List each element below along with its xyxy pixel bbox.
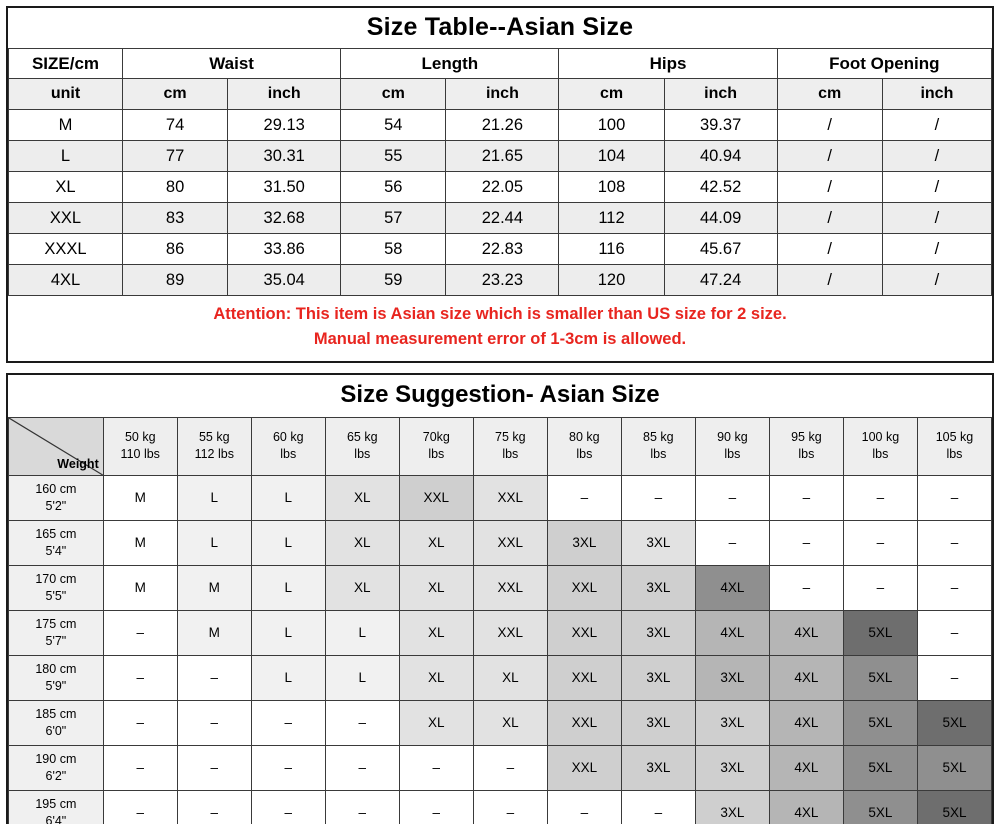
size-table-header-cell: Length: [341, 49, 559, 79]
suggestion-cell: 4XL: [769, 745, 843, 790]
suggestion-cell: 5XL: [843, 700, 917, 745]
size-table-header-cell: SIZE/cm: [9, 49, 123, 79]
size-table-cell: 47.24: [664, 265, 777, 296]
suggestion-cell: –: [621, 790, 695, 824]
weight-column-header: [843, 417, 917, 475]
attention-line-1: Attention: This item is Asian size which is smaller than US size for 2 size.: [213, 305, 787, 323]
table-row: [9, 790, 992, 824]
height-ft: 5'7": [45, 633, 67, 648]
size-label-cell: XL: [9, 172, 123, 203]
suggestion-cell: XL: [325, 520, 399, 565]
suggestion-cell: XXL: [399, 475, 473, 520]
suggestion-cell: 3XL: [621, 700, 695, 745]
size-label-cell: M: [9, 110, 123, 141]
size-table-cell: 89: [123, 265, 228, 296]
weight-kg: 100 kg: [861, 430, 900, 445]
height-row-header: [9, 475, 104, 520]
size-suggestion-table: [8, 417, 992, 824]
size-table-cell: /: [777, 234, 882, 265]
suggestion-cell: 3XL: [621, 610, 695, 655]
suggestion-cell: M: [103, 475, 177, 520]
suggestion-cell: –: [399, 745, 473, 790]
size-table-cell: 21.65: [446, 141, 559, 172]
suggestion-cell: –: [917, 475, 991, 520]
table-row: [9, 110, 992, 141]
height-cm: 160 cm: [35, 481, 77, 496]
weight-kg: 65 kg: [346, 430, 378, 445]
height-row-header: [9, 565, 104, 610]
suggestion-cell: –: [769, 520, 843, 565]
attention-line-2: Manual measurement error of 1-3cm is allowed.: [313, 329, 687, 348]
suggestion-cell: –: [103, 745, 177, 790]
suggestion-cell: –: [251, 790, 325, 824]
suggestion-cell: –: [103, 655, 177, 700]
size-suggestion-panel: [6, 373, 994, 824]
size-label-cell: L: [9, 141, 123, 172]
table-row: [9, 265, 992, 296]
weight-height-corner-cell: [9, 417, 104, 475]
corner-weight-label: Weight: [57, 456, 99, 471]
suggestion-cell: –: [769, 565, 843, 610]
suggestion-cell: 4XL: [695, 565, 769, 610]
suggestion-cell: M: [177, 610, 251, 655]
suggestion-cell: L: [177, 475, 251, 520]
table-row: [9, 475, 992, 520]
table-row: [9, 655, 992, 700]
suggestion-cell: –: [621, 475, 695, 520]
size-table-cell: 22.83: [446, 234, 559, 265]
suggestion-cell: M: [103, 520, 177, 565]
suggestion-cell: XL: [325, 565, 399, 610]
size-table-cell: 59: [341, 265, 446, 296]
suggestion-cell: L: [251, 655, 325, 700]
height-cm: 165 cm: [35, 526, 77, 541]
suggestion-cell: XXL: [547, 745, 621, 790]
weight-column-header: [325, 417, 399, 475]
size-table-cell: 33.86: [228, 234, 341, 265]
height-ft: 6'0": [45, 723, 67, 738]
table-row: [9, 234, 992, 265]
suggestion-cell: L: [177, 520, 251, 565]
size-table-cell: 58: [341, 234, 446, 265]
suggestion-cell: –: [917, 565, 991, 610]
weight-column-header: [251, 417, 325, 475]
suggestion-cell: 3XL: [621, 745, 695, 790]
table-row: [9, 203, 992, 234]
suggestion-cell: 3XL: [695, 790, 769, 824]
size-table-cell: 83: [123, 203, 228, 234]
height-row-header: [9, 790, 104, 824]
suggestion-cell: –: [843, 565, 917, 610]
size-table-cell: 54: [341, 110, 446, 141]
size-table-unit-cell: inch: [882, 79, 991, 110]
suggestion-cell: 4XL: [695, 610, 769, 655]
weight-kg: 95 kg: [791, 430, 822, 445]
suggestion-cell: XL: [325, 475, 399, 520]
table-row: [9, 565, 992, 610]
suggestion-cell: 4XL: [769, 700, 843, 745]
size-table-cell: /: [882, 234, 991, 265]
size-table-cell: /: [882, 265, 991, 296]
suggestion-cell: –: [177, 655, 251, 700]
suggestion-cell: XXL: [547, 655, 621, 700]
suggestion-cell: –: [103, 610, 177, 655]
suggestion-cell: –: [177, 700, 251, 745]
height-ft: 5'5": [45, 588, 67, 603]
suggestion-cell: XXL: [547, 565, 621, 610]
suggestion-cell: 4XL: [769, 655, 843, 700]
weight-column-header: [473, 417, 547, 475]
weight-column-header: [769, 417, 843, 475]
weight-column-header: [547, 417, 621, 475]
weight-kg: 90 kg: [717, 430, 748, 445]
suggestion-cell: L: [251, 565, 325, 610]
weight-kg: 80 kg: [569, 430, 600, 445]
suggestion-cell: XXL: [473, 520, 547, 565]
suggestion-cell: –: [917, 610, 991, 655]
table-row: [9, 141, 992, 172]
table-row: [9, 172, 992, 203]
suggestion-cell: M: [103, 565, 177, 610]
size-table-cell: 31.50: [228, 172, 341, 203]
suggestion-cell: L: [325, 655, 399, 700]
height-ft: 5'9": [45, 678, 67, 693]
height-ft: 5'4": [45, 543, 67, 558]
suggestion-cell: –: [917, 655, 991, 700]
size-table-cell: 39.37: [664, 110, 777, 141]
suggestion-cell: –: [695, 475, 769, 520]
height-cm: 180 cm: [35, 661, 77, 676]
size-table-cell: 100: [559, 110, 664, 141]
suggestion-cell: XXL: [547, 700, 621, 745]
size-table: [8, 48, 992, 296]
table-row: [9, 745, 992, 790]
size-table-cell: 42.52: [664, 172, 777, 203]
size-label-cell: 4XL: [9, 265, 123, 296]
size-table-cell: 57: [341, 203, 446, 234]
suggestion-cell: –: [473, 745, 547, 790]
size-table-cell: 116: [559, 234, 664, 265]
suggestion-cell: 3XL: [695, 655, 769, 700]
suggestion-cell: –: [103, 700, 177, 745]
suggestion-cell: –: [843, 475, 917, 520]
size-table-cell: 44.09: [664, 203, 777, 234]
height-row-header: [9, 700, 104, 745]
size-table-cell: 21.26: [446, 110, 559, 141]
weight-lbs: lbs: [872, 447, 889, 461]
size-table-unit-cell: inch: [664, 79, 777, 110]
size-table-cell: 30.31: [228, 141, 341, 172]
suggestion-cell: –: [547, 790, 621, 824]
size-table-cell: /: [777, 203, 882, 234]
weight-kg: 85 kg: [643, 430, 674, 445]
suggestion-cell: 5XL: [917, 700, 991, 745]
size-table-unit-cell: cm: [123, 79, 228, 110]
size-table-cell: /: [882, 203, 991, 234]
size-table-unit-cell: cm: [777, 79, 882, 110]
suggestion-cell: L: [325, 610, 399, 655]
weight-kg: 70kg: [422, 430, 450, 445]
size-table-cell: 80: [123, 172, 228, 203]
size-table-cell: 40.94: [664, 141, 777, 172]
height-cm: 185 cm: [35, 706, 77, 721]
suggestion-cell: –: [695, 520, 769, 565]
suggestion-cell: M: [177, 565, 251, 610]
suggestion-cell: –: [325, 790, 399, 824]
suggestion-cell: –: [547, 475, 621, 520]
size-table-cell: 56: [341, 172, 446, 203]
size-table-unit-cell: inch: [446, 79, 559, 110]
height-cm: 175 cm: [35, 616, 77, 631]
suggestion-cell: 3XL: [621, 655, 695, 700]
size-table-cell: 32.68: [228, 203, 341, 234]
suggestion-cell: 3XL: [621, 565, 695, 610]
size-table-header-row: [9, 49, 992, 79]
size-table-cell: /: [777, 110, 882, 141]
weight-kg: 55 kg: [198, 430, 230, 445]
weight-lbs: lbs: [724, 447, 741, 461]
weight-kg: 105 kg: [935, 430, 974, 445]
size-table-cell: 55: [341, 141, 446, 172]
size-table-cell: /: [882, 141, 991, 172]
size-table-unit-cell: cm: [341, 79, 446, 110]
suggestion-cell: L: [251, 475, 325, 520]
suggestion-cell: 3XL: [695, 700, 769, 745]
suggestion-cell: XL: [473, 700, 547, 745]
suggestion-cell: 3XL: [547, 520, 621, 565]
suggestion-cell: –: [473, 790, 547, 824]
weight-lbs: lbs: [280, 447, 297, 461]
size-table-header-cell: Foot Opening: [777, 49, 991, 79]
size-table-cell: 112: [559, 203, 664, 234]
height-cm: 190 cm: [35, 751, 77, 766]
suggestion-cell: XL: [399, 520, 473, 565]
suggestion-cell: 3XL: [621, 520, 695, 565]
suggestion-header-row: [9, 417, 992, 475]
size-table-title: Size Table--Asian Size: [366, 13, 634, 41]
height-row-header: [9, 745, 104, 790]
suggestion-cell: XXL: [473, 565, 547, 610]
height-ft: 6'4": [45, 813, 67, 824]
suggestion-cell: 5XL: [917, 790, 991, 824]
suggestion-cell: 5XL: [843, 610, 917, 655]
weight-lbs: lbs: [798, 447, 815, 461]
height-cm: 195 cm: [35, 796, 77, 811]
suggestion-cell: XL: [473, 655, 547, 700]
suggestion-cell: XXL: [547, 610, 621, 655]
size-table-cell: 45.67: [664, 234, 777, 265]
suggestion-cell: 5XL: [843, 745, 917, 790]
suggestion-cell: –: [917, 520, 991, 565]
size-table-cell: 86: [123, 234, 228, 265]
suggestion-cell: XL: [399, 655, 473, 700]
size-table-unit-cell: inch: [228, 79, 341, 110]
suggestion-cell: 4XL: [769, 610, 843, 655]
size-label-cell: XXL: [9, 203, 123, 234]
weight-column-header: [695, 417, 769, 475]
attention-note: [8, 296, 992, 361]
size-table-cell: /: [777, 265, 882, 296]
size-table-cell: 120: [559, 265, 664, 296]
suggestion-cell: 5XL: [917, 745, 991, 790]
weight-kg: 75 kg: [495, 430, 526, 445]
suggestion-cell: –: [251, 700, 325, 745]
suggestion-cell: XL: [399, 700, 473, 745]
size-table-panel: [6, 6, 994, 363]
suggestion-cell: –: [769, 475, 843, 520]
height-ft: 5'2": [45, 498, 67, 513]
size-suggestion-title: Size Suggestion- Asian Size: [340, 380, 660, 408]
suggestion-cell: 5XL: [843, 655, 917, 700]
size-table-cell: 35.04: [228, 265, 341, 296]
suggestion-cell: 5XL: [843, 790, 917, 824]
weight-lbs: lbs: [650, 447, 667, 461]
suggestion-cell: L: [251, 610, 325, 655]
size-table-unit-cell: cm: [559, 79, 664, 110]
suggestion-cell: –: [325, 745, 399, 790]
suggestion-cell: 4XL: [769, 790, 843, 824]
height-cm: 170 cm: [35, 571, 77, 586]
suggestion-cell: XL: [399, 610, 473, 655]
height-row-header: [9, 610, 104, 655]
suggestion-cell: 3XL: [695, 745, 769, 790]
suggestion-cell: –: [843, 520, 917, 565]
size-table-cell: 29.13: [228, 110, 341, 141]
size-table-header-cell: Waist: [123, 49, 341, 79]
size-table-cell: 74: [123, 110, 228, 141]
size-table-unit-row: [9, 79, 992, 110]
weight-lbs: 110 lbs: [120, 447, 160, 461]
suggestion-cell: XXL: [473, 610, 547, 655]
weight-kg: 50 kg: [124, 430, 156, 445]
suggestion-cell: XXL: [473, 475, 547, 520]
size-table-cell: /: [882, 110, 991, 141]
weight-column-header: [917, 417, 991, 475]
size-table-cell: /: [882, 172, 991, 203]
height-row-header: [9, 655, 104, 700]
weight-lbs: lbs: [576, 447, 593, 461]
suggestion-cell: –: [177, 745, 251, 790]
height-row-header: [9, 520, 104, 565]
weight-lbs: lbs: [946, 447, 963, 461]
size-label-cell: XXXL: [9, 234, 123, 265]
size-table-cell: /: [777, 172, 882, 203]
weight-lbs: 112 lbs: [194, 447, 234, 461]
size-table-cell: 22.44: [446, 203, 559, 234]
suggestion-cell: –: [177, 790, 251, 824]
weight-lbs: lbs: [428, 447, 445, 461]
weight-column-header: [399, 417, 473, 475]
size-table-unit-cell: unit: [9, 79, 123, 110]
size-table-cell: 104: [559, 141, 664, 172]
suggestion-cell: –: [103, 790, 177, 824]
suggestion-cell: L: [251, 520, 325, 565]
weight-lbs: lbs: [502, 447, 519, 461]
weight-kg: 60 kg: [272, 430, 304, 445]
table-row: [9, 520, 992, 565]
height-ft: 6'2": [45, 768, 67, 783]
size-table-cell: /: [777, 141, 882, 172]
size-table-cell: 23.23: [446, 265, 559, 296]
suggestion-cell: –: [325, 700, 399, 745]
size-table-cell: 77: [123, 141, 228, 172]
weight-column-header: [621, 417, 695, 475]
size-table-cell: 108: [559, 172, 664, 203]
suggestion-cell: –: [251, 745, 325, 790]
weight-column-header: [103, 417, 177, 475]
size-table-header-cell: Hips: [559, 49, 777, 79]
weight-column-header: [177, 417, 251, 475]
table-row: [9, 610, 992, 655]
suggestion-cell: XL: [399, 565, 473, 610]
table-row: [9, 700, 992, 745]
suggestion-cell: –: [399, 790, 473, 824]
weight-lbs: lbs: [354, 447, 371, 461]
size-table-cell: 22.05: [446, 172, 559, 203]
